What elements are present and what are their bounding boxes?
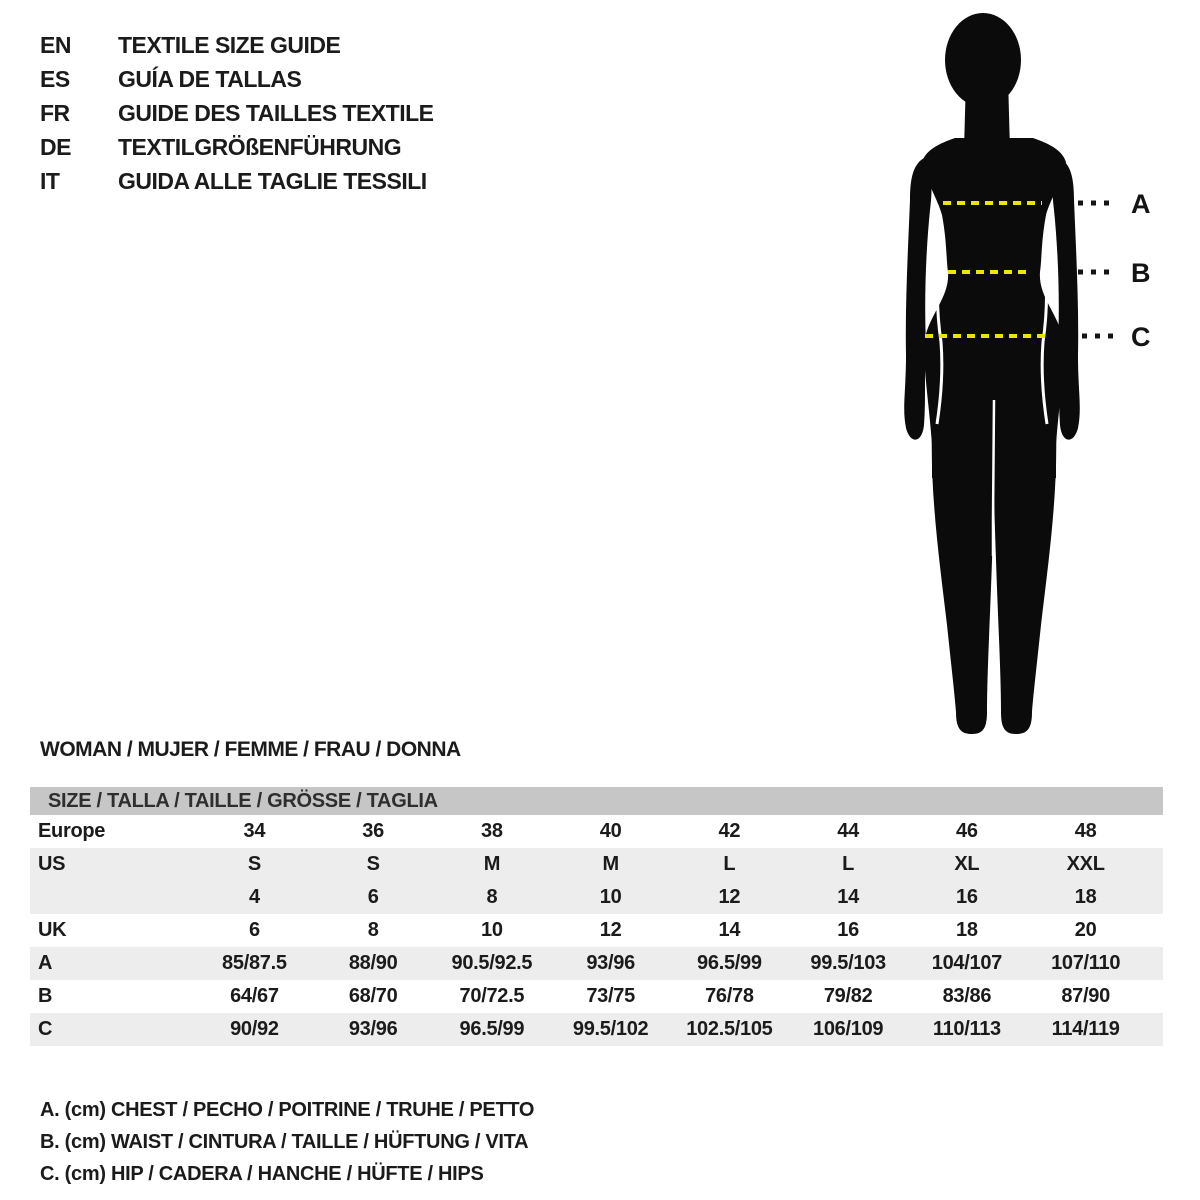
value-cell: 18 — [956, 919, 978, 941]
language-code: EN — [40, 31, 71, 58]
value-cell: 96.5/99 — [697, 952, 762, 974]
value-cell: 88/90 — [348, 952, 398, 974]
section-heading: WOMAN / MUJER / FEMME / FRAU / DONNA — [40, 738, 461, 761]
size-table-body — [30, 815, 1163, 1046]
value-cell: 70/72.5 — [459, 985, 525, 1007]
value-cell: 93/96 — [348, 1018, 398, 1040]
silhouette-left-arm — [904, 158, 931, 440]
legend-line: B. (cm) WAIST / CINTURA / TAILLE / HÜFTUNG / VITA — [40, 1130, 529, 1153]
table-row — [30, 881, 1163, 914]
value-cell: 93/96 — [586, 952, 635, 974]
language-row — [40, 28, 434, 62]
table-row — [30, 848, 1163, 881]
language-row — [40, 96, 434, 130]
row-label-cell: B — [38, 985, 53, 1007]
value-cell: 14 — [837, 886, 859, 908]
language-title: GUIDA ALLE TAGLIE TESSILI — [118, 167, 427, 194]
value-cell: 90/92 — [230, 1018, 279, 1040]
value-cell: 42 — [718, 820, 741, 842]
marker-label-waist: B — [1131, 258, 1151, 288]
value-cell: 83/86 — [942, 985, 992, 1007]
language-row — [40, 62, 434, 96]
value-cell: 12 — [599, 919, 622, 941]
size-table-header-label: SIZE / TALLA / TAILLE / GRÖSSE / TAGLIA — [48, 789, 438, 812]
value-cell: 16 — [837, 919, 859, 941]
language-title: TEXTILGRÖßENFÜHRUNG — [118, 133, 402, 160]
value-cell: 16 — [956, 886, 978, 908]
language-code: IT — [40, 167, 60, 194]
value-cell: 48 — [1074, 820, 1097, 842]
value-cell: 104/107 — [931, 952, 1002, 974]
value-cell: 38 — [481, 820, 503, 842]
value-cell: 14 — [718, 919, 741, 941]
value-cell: 114/119 — [1051, 1018, 1120, 1040]
row-label-cell: UK — [38, 919, 67, 941]
value-cell: 18 — [1074, 886, 1097, 908]
value-cell: S — [366, 853, 380, 875]
value-cell: 106/109 — [813, 1018, 884, 1040]
table-row — [30, 980, 1163, 1013]
language-code: ES — [40, 65, 70, 92]
language-title: GUÍA DE TALLAS — [118, 65, 302, 92]
value-cell: 110/113 — [932, 1018, 1001, 1040]
language-row — [40, 164, 434, 198]
language-title: TEXTILE SIZE GUIDE — [118, 31, 341, 58]
value-cell: 68/70 — [348, 985, 398, 1007]
value-cell: 99.5/103 — [810, 952, 886, 974]
language-code: FR — [40, 99, 70, 126]
value-cell: XL — [954, 853, 980, 875]
value-cell: 12 — [718, 886, 741, 908]
silhouette-right-leg — [992, 418, 1056, 734]
value-cell: 76/78 — [705, 985, 754, 1007]
woman-silhouette-icon — [860, 0, 1160, 750]
language-title: GUIDE DES TAILLES TEXTILE — [118, 99, 434, 126]
marker-label-chest: A — [1131, 189, 1151, 219]
value-cell: 10 — [599, 886, 622, 908]
language-list — [40, 28, 434, 198]
table-row — [30, 947, 1163, 980]
marker-label-hip: C — [1131, 322, 1151, 352]
language-row — [40, 130, 434, 164]
size-table-header-bar — [30, 787, 1163, 815]
row-label-cell: Europe — [38, 820, 106, 842]
table-row — [30, 914, 1163, 947]
value-cell: 36 — [362, 820, 384, 842]
value-cell: 64/67 — [230, 985, 279, 1007]
row-label-cell: US — [38, 853, 66, 875]
value-cell: L — [723, 853, 736, 875]
value-cell: 73/75 — [586, 985, 635, 1007]
value-cell: XXL — [1066, 853, 1105, 875]
value-cell: 102.5/105 — [686, 1018, 773, 1040]
value-cell: 96.5/99 — [459, 1018, 525, 1040]
value-cell: 20 — [1074, 919, 1097, 941]
value-cell: 4 — [248, 886, 260, 908]
row-label-cell: A — [38, 952, 53, 974]
value-cell: L — [842, 853, 855, 875]
legend-line: C. (cm) HIP / CADERA / HANCHE / HÜFTE / HIPS — [40, 1162, 484, 1185]
value-cell: 79/82 — [823, 985, 873, 1007]
value-cell: 99.5/102 — [572, 1018, 649, 1040]
table-row — [30, 1013, 1163, 1046]
leg-gap — [993, 400, 994, 556]
value-cell: 6 — [367, 886, 379, 908]
value-cell: 10 — [481, 919, 503, 941]
value-cell: 46 — [956, 820, 978, 842]
value-cell: 87/90 — [1061, 985, 1110, 1007]
value-cell: 90.5/92.5 — [451, 952, 533, 974]
value-cell: 40 — [599, 820, 622, 842]
value-cell: 34 — [243, 820, 266, 842]
measurement-legend — [40, 1094, 534, 1190]
value-cell: 85/87.5 — [222, 952, 287, 974]
value-cell: 44 — [837, 820, 859, 842]
legend-line: A. (cm) CHEST / PECHO / POITRINE / TRUHE / PETTO — [40, 1098, 535, 1121]
size-table — [30, 787, 1163, 1046]
value-cell: M — [602, 853, 619, 875]
language-code: DE — [40, 133, 71, 160]
row-label-cell: C — [38, 1018, 53, 1040]
table-row — [30, 815, 1163, 848]
value-cell: 107/110 — [1051, 952, 1121, 974]
value-cell: S — [247, 853, 261, 875]
value-cell: 8 — [367, 919, 379, 941]
value-cell: M — [483, 853, 501, 875]
value-cell: 6 — [248, 919, 260, 941]
value-cell: 8 — [486, 886, 498, 908]
size-figure — [860, 0, 1160, 750]
silhouette-left-leg — [932, 418, 996, 734]
